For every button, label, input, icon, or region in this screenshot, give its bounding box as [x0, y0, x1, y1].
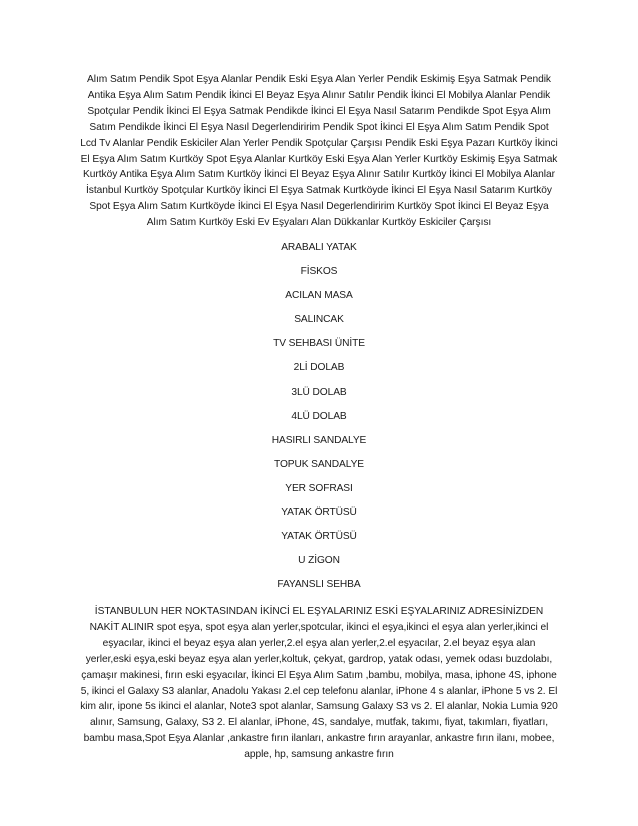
list-item: FİSKOS	[300, 266, 338, 278]
list-item: 4LÜ DOLAB	[291, 410, 347, 422]
list-item: YER SOFRASI	[285, 482, 353, 494]
list-item: U ZİGON	[298, 555, 340, 567]
intro-paragraph: Alım Satım Pendik Spot Eşya Alanlar Pendik Eski Eşya Alan Yerler Pendik Eskimiş Eşya Satmak Pendik Antika Eşya Alım Satım Pendik İkinci El Beyaz Eşya Alınır Satılır Pendik İkinci El Mobilya Alanlar Pendik Spotçular Pendik İkinci El Eşya Satmak Pendikde İkinci El Eşya Nasıl Satarım Pendikde Spot Eşya Alım Satım Pendikde İkinci El Eşya Nasıl Degerlendiririm Pendik Spot İkinci El Eşya Alım Satım Pendik Spot Lcd Tv Alanlar Pendik Eskiciler Alan Yerler Pendik Spotçular Çarşısı Pendik Eski Eşya Pazarı Kurtköy İkinci El Eşya Alım Satım Kurtköy Spot Eşya Alanlar Kurtköy Eski Eşya Alan Yerler Kurtköy Eskimiş Eşya Satmak Kurtköy Antika Eşya Alım Satım Kurtköy İkinci El Beyaz Eşya Alınır Satılır Kurtköy İkinci El Mobilya Alanlar İstanbul Kurtköy Spotçular Kurtköy İkinci El Eşya Satmak Kurtköyde İkinci El Eşya Nasıl Satarım Kurtköy Spot Eşya Alım Satım Kurtköyde İkinci El Eşya Nasıl Degerlendiririm Kurtköy Spot İkinci El Beyaz Eşya Alım Satım Kurtköy Eski Ev Eşyaları Alan Dükkanlar Kurtköy Eskiciler Çarşısı	[80, 74, 558, 229]
list-item: FAYANSLI SEHBA	[277, 579, 361, 591]
list-item: 3LÜ DOLAB	[291, 386, 347, 398]
list-item: TOPUK SANDALYE	[274, 458, 364, 470]
list-item: 2Lİ DOLAB	[293, 362, 345, 374]
list-item: YATAK ÖRTÜSÜ	[281, 531, 357, 543]
list-item: ARABALI YATAK	[281, 242, 357, 253]
list-item: TV SEHBASI ÜNİTE	[273, 338, 365, 350]
list-item: HASIRLI SANDALYE	[271, 434, 367, 446]
list-item: ACILAN MASA	[285, 290, 353, 302]
item-list	[200, 236, 438, 597]
list-item: SALINCAK	[294, 314, 344, 326]
outro-paragraph: İSTANBULUN HER NOKTASINDAN İKİNCİ EL EŞYALARINIZ ESKİ EŞYALARINIZ ADRESİNİZDEN NAKİT ALINIR spot eşya, spot eşya alan yerler,spotcular, ikinci el eşya,ikinci el eşya alan yerler,ikinci el eşyacılar, ikinci el beyaz eşya alan yerler,2.el eşya alan yerler,2.el eşyacılar, 2.el beyaz eşya alan yerler,eski eşya,eski beyaz eşya alan yerler,koltuk, çekyat, gardrop, yatak odası, yemek odası buzdolabı, çamaşır makinesi, fırın eski eşyacılar, İkinci El Eşya Alım Satım ,bambu, mobilya, masa, iphone 4S, iphone 5, ikinci el Galaxy S3 alanlar, Anadolu Yakası 2.el cep telefonu alanlar, iPhone 4 s alanlar, iPhone 5 vs 2. El kim alır, ipone 5s ikinci el alanlar, Note3 spot alanlar, Samsung Galaxy S3 vs 2. El alanlar, Nokia Lumia 920 alınır, Samsung, Galaxy, S3 2. El alanlar, iPhone, 4S, sandalye, mutfak, takımı, fiyat, takımları, fiyatları, bambu masa,Spot Eşya Alanlar ,ankastre fırın ilanları, ankastre fırın arayanlar, ankastre fırın ilanı, mobee, apple, hp, samsung ankastre fırın	[80, 606, 558, 761]
list-item: YATAK ÖRTÜSÜ	[281, 507, 357, 519]
